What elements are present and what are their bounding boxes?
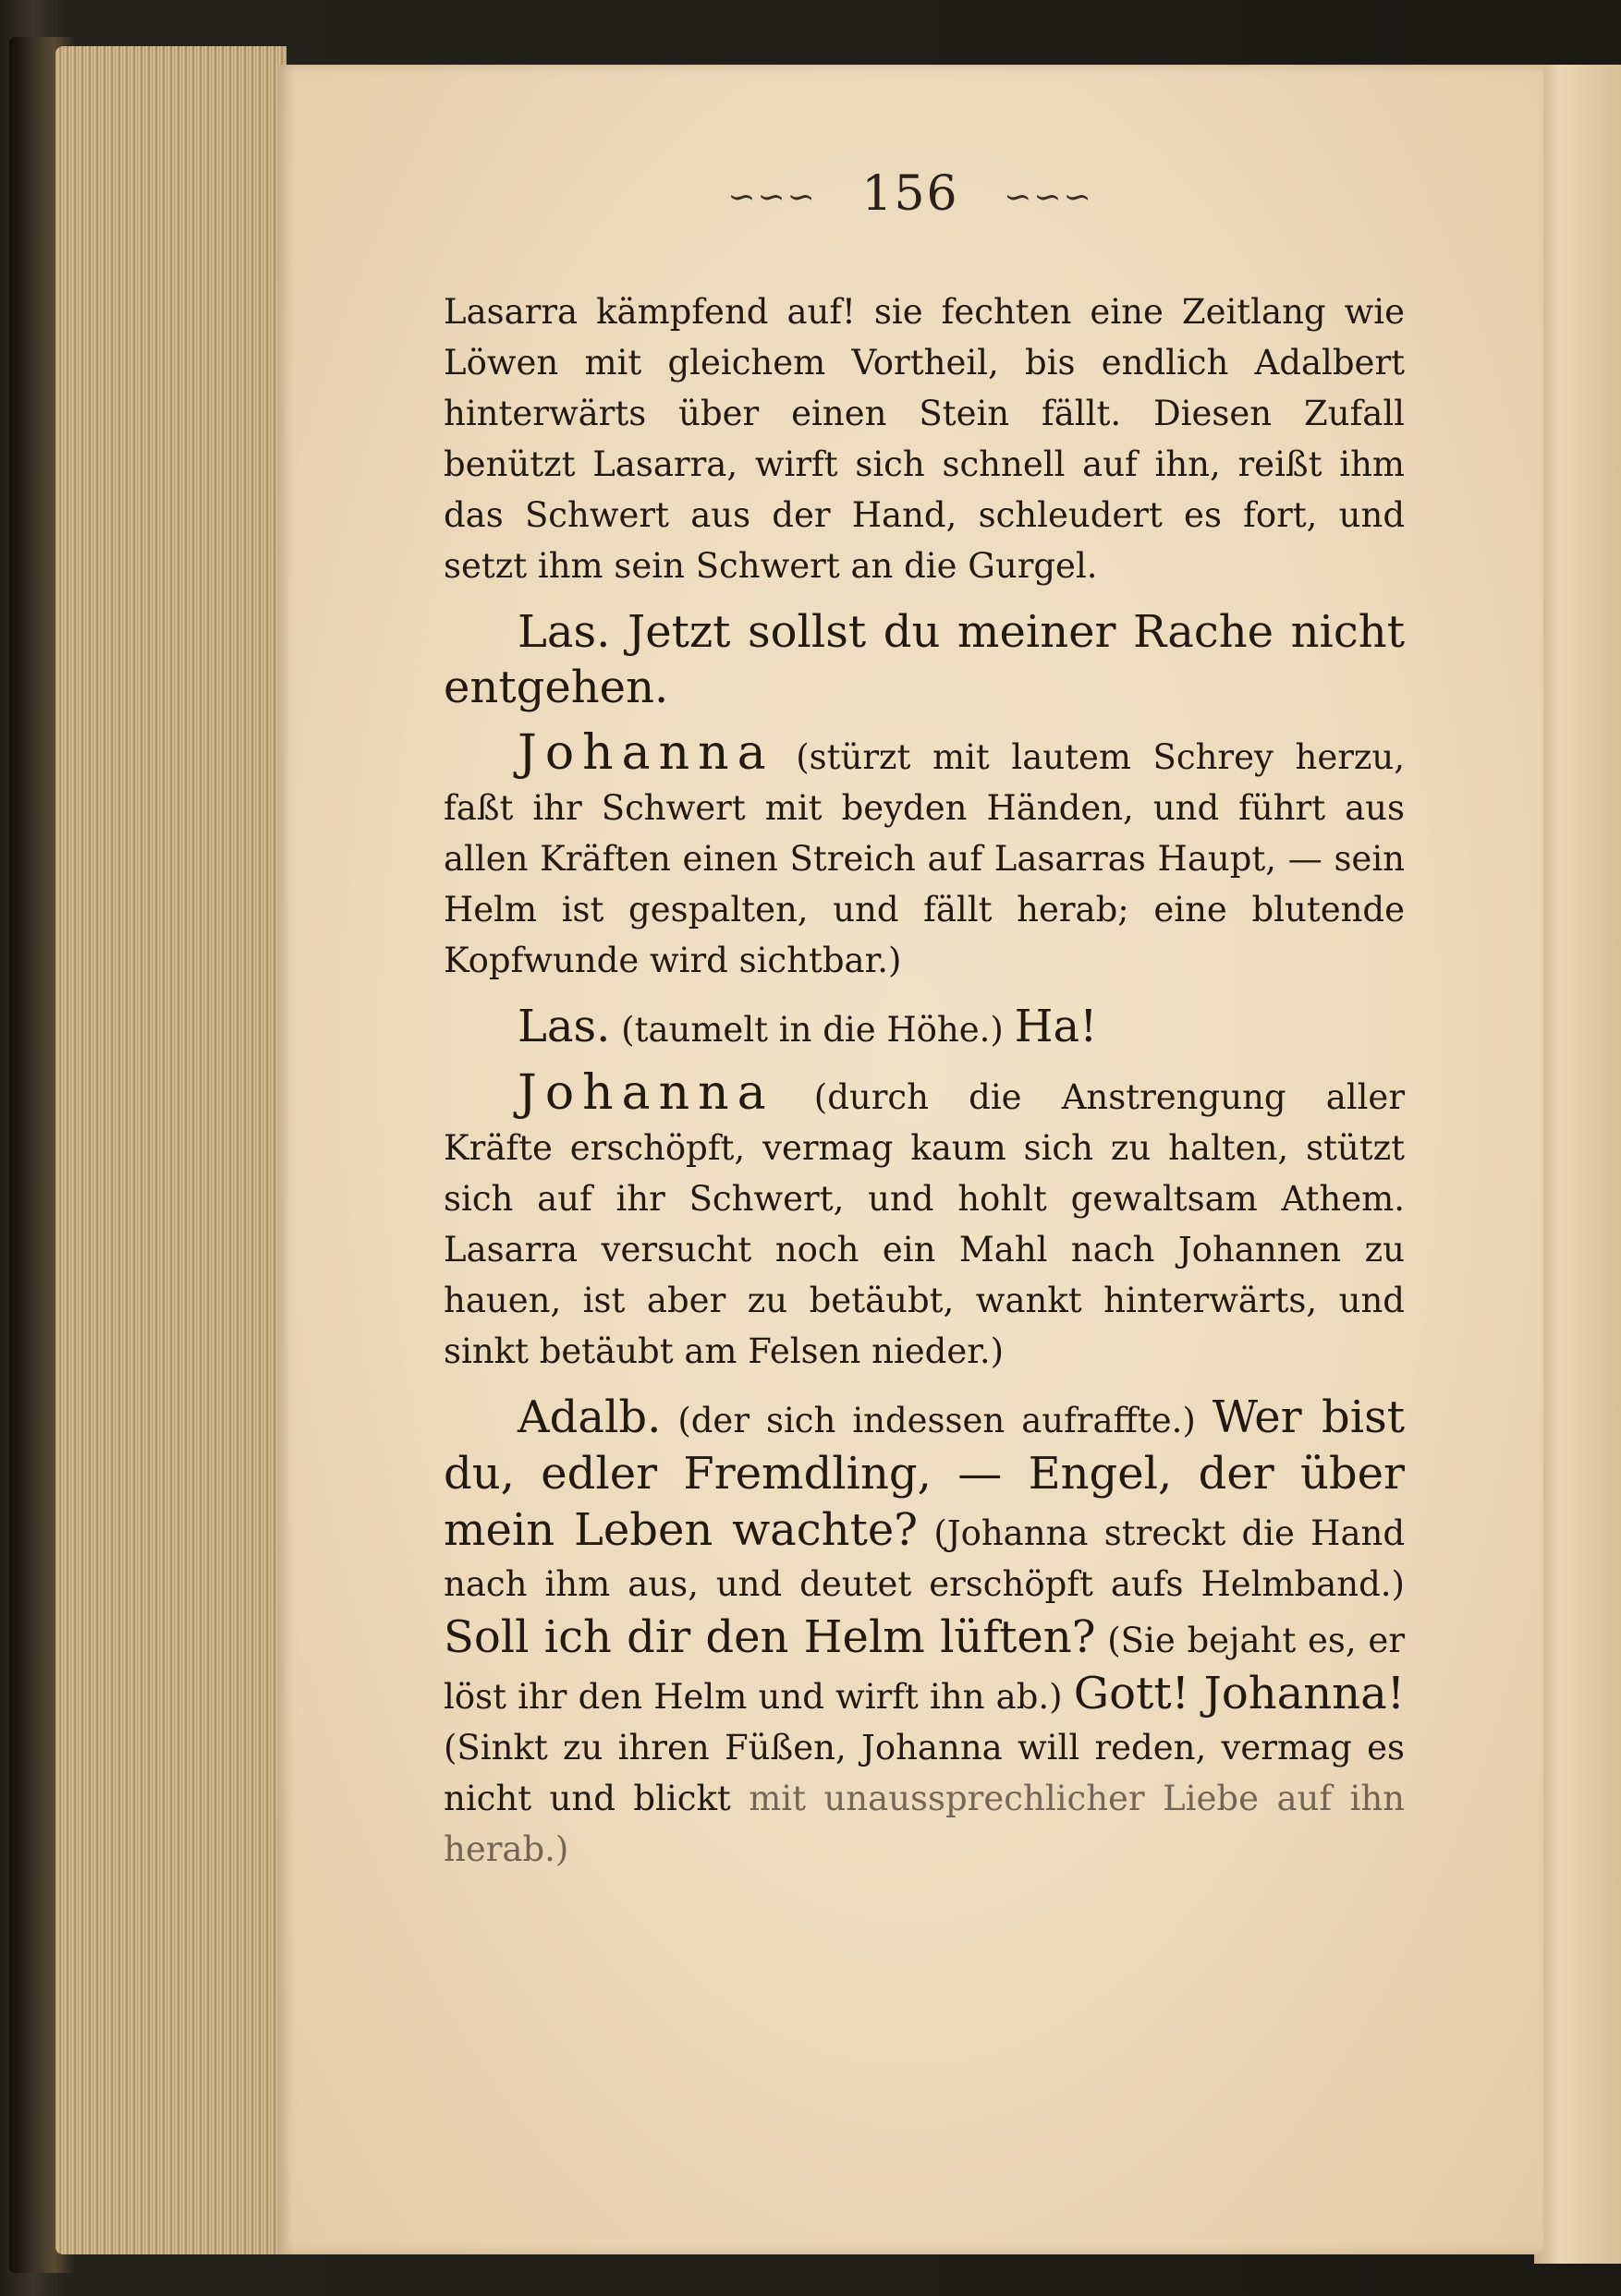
page-edges [55,46,286,2254]
speech: Wer bist du, edler Fremdling, — Engel, der über mein Leben wachte? [444,1391,1406,1556]
stage-direction: (der sich indessen aufraffte.) [677,1401,1196,1440]
speaker-las: Las. [518,1001,611,1052]
dialogue-johanna-2 [444,1065,1406,1377]
stage-direction-faded: mit unaussprechlicher Liebe auf ihn herab.) [444,1779,1405,1869]
speech: Jetzt sollst du meiner Rache nicht entgehen. [444,606,1405,713]
stage-direction: (taumelt in die Höhe.) [621,1010,1004,1050]
ornament-right: ∽∽∽ [1004,178,1093,216]
speaker-las: Las. [518,606,611,658]
speaker-adalb: Adalb. [518,1391,662,1443]
ornament-left: ∽∽∽ [727,178,817,216]
page-number: 156 [861,166,959,222]
stage-direction: (Sie bejaht es, er löst ihr den Helm und wirft ihn ab.) [444,1621,1406,1717]
dialogue-adalbert [444,1390,1405,1875]
stage-direction: (Sinkt zu ihren Füßen, Johanna will reden, vermag es nicht und blickt [444,1728,1405,1818]
stage-direction-paragraph: Lasarra kämpfend auf! sie fechten eine Zeitlang wie Löwen mit gleichem Vortheil, bis endlich Adalbert hinterwärts über einen Stein fällt. Diesen Zufall benützt Lasarra, wirft sich schnell auf ihn, reißt ihm das Schwert aus der Hand, schleudert es fort, und setzt ihm sein Schwert an die Gurgel. [444,292,1405,586]
speech: Gott! Johanna! [1073,1668,1405,1719]
stage-direction: (Johanna streckt die Hand nach ihm aus, und deutet erschöpft aufs Helmband.) [444,1513,1406,1604]
speaker-johanna: Johanna [518,1065,774,1121]
book-page [277,65,1543,2254]
page-text [444,286,1405,1888]
speaker-johanna: Johanna [518,725,774,781]
speech: Ha! [1014,1001,1098,1052]
page-header [277,166,1543,222]
dialogue-lasarra-1 [444,604,1405,715]
facing-page-edge [1534,65,1621,2264]
speech: Soll ich dir den Helm lüften? [444,1611,1096,1663]
stage-direction: (durch die Anstrengung aller Kräfte erschöpft, vermag kaum sich zu halten, stützt sich auf ihr Schwert, und hohlt gewaltsam Athem. Lasarra versucht noch ein Mahl nach Johannen zu hauen, ist aber zu betäubt, wankt hinterwärts, und sinkt betäubt am Felsen nieder.) [444,1077,1406,1371]
dialogue-lasarra-2 [444,999,1405,1055]
dialogue-johanna-1 [444,725,1405,986]
stage-direction: (stürzt mit lautem Schrey herzu, faßt ihr Schwert mit beyden Händen, und führt aus allen Kräften einen Streich auf Lasarras Haupt, — sein Helm ist gespalten, und fällt herab; eine blutende Kopfwunde wird sichtbar.) [444,737,1405,980]
